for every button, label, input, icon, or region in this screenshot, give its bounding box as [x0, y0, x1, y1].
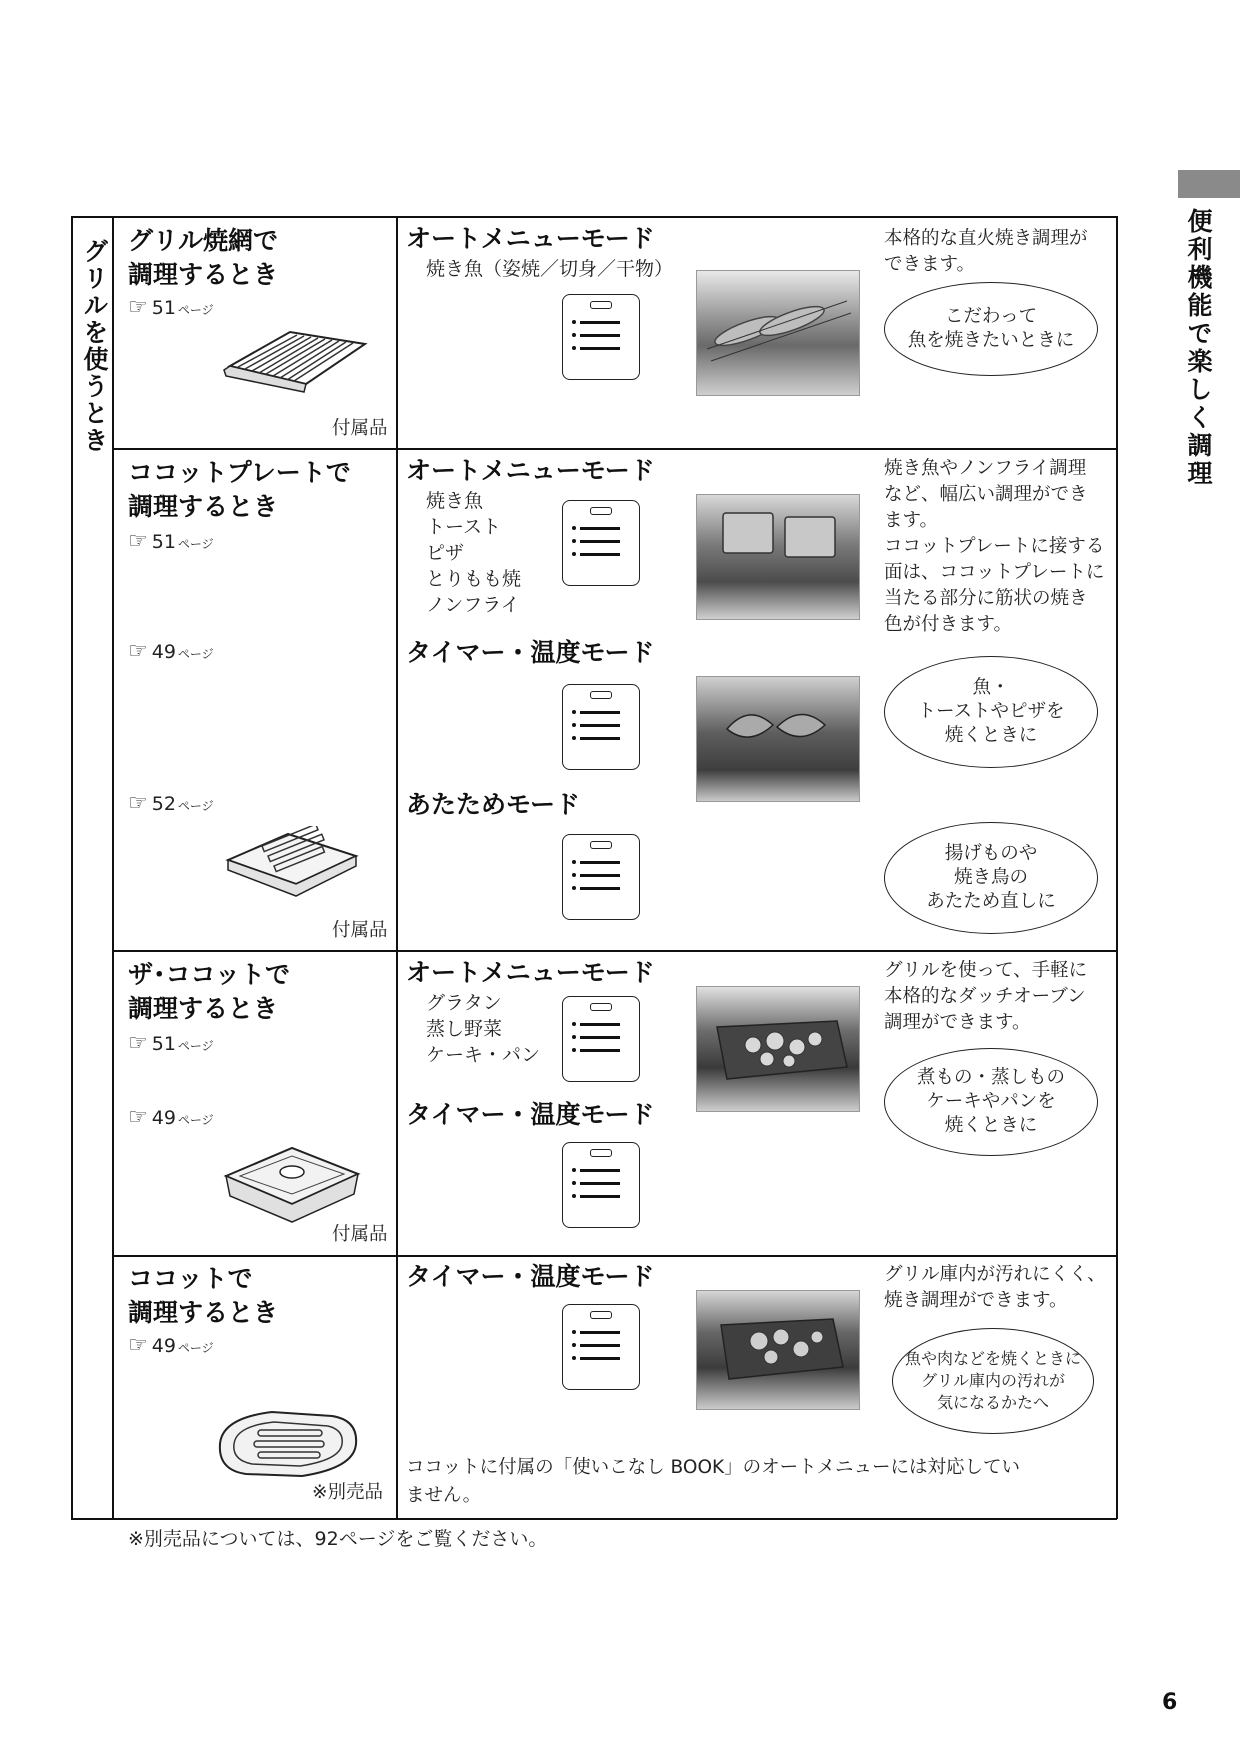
section-title: ザ･ココットで 調理するとき — [128, 960, 291, 1023]
remote-control-icon — [562, 294, 640, 380]
table-left-border — [71, 216, 73, 1519]
page-reference: ☞ 51 ページ — [128, 295, 214, 320]
pointing-hand-icon: ☞ — [128, 1105, 148, 1130]
usage-speech-bubble: 煮もの・蒸しもの ケーキやパンを 焼くときに — [884, 1048, 1098, 1156]
section-title: ココットで 調理するとき — [128, 1264, 279, 1327]
usage-speech-bubble: 魚・ トーストやピザを 焼くときに — [884, 656, 1098, 768]
row-divider — [112, 1255, 1117, 1257]
accessory-label: ※別売品 — [312, 1482, 384, 1503]
mode-title: タイマー・温度モード — [406, 1262, 655, 1291]
mode-title: オートメニューモード — [406, 958, 655, 987]
section-title: グリル焼網で 調理するとき — [128, 226, 279, 289]
section-title: ココットプレートで 調理するとき — [128, 458, 351, 521]
pointing-hand-icon: ☞ — [128, 1031, 148, 1056]
label-column-border — [112, 216, 114, 1519]
mode-title: オートメニューモード — [406, 456, 655, 485]
page-reference: ☞ 49 ページ — [128, 1333, 214, 1358]
cocotte-cooking-photo — [696, 1290, 860, 1410]
remote-control-icon — [562, 996, 640, 1082]
feature-description: グリルを使って、手軽に 本格的なダッチオーブン 調理ができます。 — [884, 960, 1088, 1033]
feature-description: グリル庫内が汚れにくく、 焼き調理ができます。 — [884, 1264, 1106, 1311]
middle-column-border — [396, 216, 398, 1519]
page-number: 6 — [1162, 1690, 1178, 1715]
remote-control-icon — [562, 1142, 640, 1228]
side-tab-title: 便利機能で楽しく調理 — [1184, 208, 1213, 488]
mode-title: オートメニューモード — [406, 224, 655, 253]
page-reference: ☞ 49 ページ — [128, 639, 214, 664]
pointing-hand-icon: ☞ — [128, 1333, 148, 1358]
table-bottom-border — [71, 1518, 1117, 1520]
cocotte-plate-illustration — [222, 826, 362, 906]
page-reference: ☞ 51 ページ — [128, 529, 214, 554]
mode-title: あたためモード — [406, 790, 581, 819]
mode-menu-items: グラタン 蒸し野菜 ケーキ・パン — [426, 992, 541, 1066]
the-cocotte-illustration — [218, 1138, 366, 1224]
grill-rack-illustration — [220, 326, 370, 398]
usage-speech-bubble: 揚げものや 焼き鳥の あたため直しに — [884, 822, 1098, 934]
table-top-border — [71, 216, 1117, 218]
remote-control-icon — [562, 684, 640, 770]
remote-control-icon — [562, 834, 640, 920]
cocotte-illustration — [212, 1404, 364, 1484]
table-right-border — [1116, 216, 1118, 1519]
grilled-fish-plate-photo — [696, 676, 860, 802]
usage-speech-bubble: 魚や肉などを焼くときに グリル庫内の汚れが 気になるかたへ — [892, 1328, 1094, 1434]
mode-menu-items: 焼き魚（姿焼／切身／干物） — [426, 258, 674, 280]
left-category-label: グリルを使うとき — [80, 238, 109, 454]
pointing-hand-icon: ☞ — [128, 295, 148, 320]
feature-description: 本格的な直火焼き調理が できます。 — [884, 228, 1088, 275]
feature-description: 焼き魚やノンフライ調理 など、幅広い調理ができ ます。 ココットプレートに接する 面は、ココットプレートに 当たる部分に筋状の焼き 色が付きます。 — [884, 458, 1105, 635]
row-divider — [112, 448, 1117, 450]
pointing-hand-icon: ☞ — [128, 791, 148, 816]
remote-control-icon — [562, 500, 640, 586]
page-reference: ☞ 51 ページ — [128, 1031, 214, 1056]
grilled-fish-photo — [696, 270, 860, 396]
side-tab-bar — [1178, 170, 1240, 198]
mode-title: タイマー・温度モード — [406, 1100, 655, 1129]
page-reference: ☞ 49 ページ — [128, 1105, 214, 1130]
remote-control-icon — [562, 1304, 640, 1390]
accessory-label: 付属品 — [332, 1224, 388, 1245]
pointing-hand-icon: ☞ — [128, 529, 148, 554]
mode-menu-items: 焼き魚 トースト ピザ とりもも焼 ノンフライ — [426, 490, 522, 616]
accessory-label: 付属品 — [332, 418, 388, 439]
compatibility-note: ココットに付属の「使いこなし BOOK」のオートメニューには対応してい ません。 — [406, 1457, 1020, 1506]
mode-title: タイマー・温度モード — [406, 638, 655, 667]
footnote: ※別売品については、92ページをご覧ください。 — [128, 1528, 548, 1550]
page-reference: ☞ 52 ページ — [128, 791, 214, 816]
row-divider — [112, 950, 1117, 952]
usage-speech-bubble: こだわって 魚を焼きたいときに — [884, 282, 1098, 376]
dutch-oven-photo — [696, 986, 860, 1112]
pointing-hand-icon: ☞ — [128, 639, 148, 664]
toast-photo — [696, 494, 860, 620]
accessory-label: 付属品 — [332, 920, 388, 941]
